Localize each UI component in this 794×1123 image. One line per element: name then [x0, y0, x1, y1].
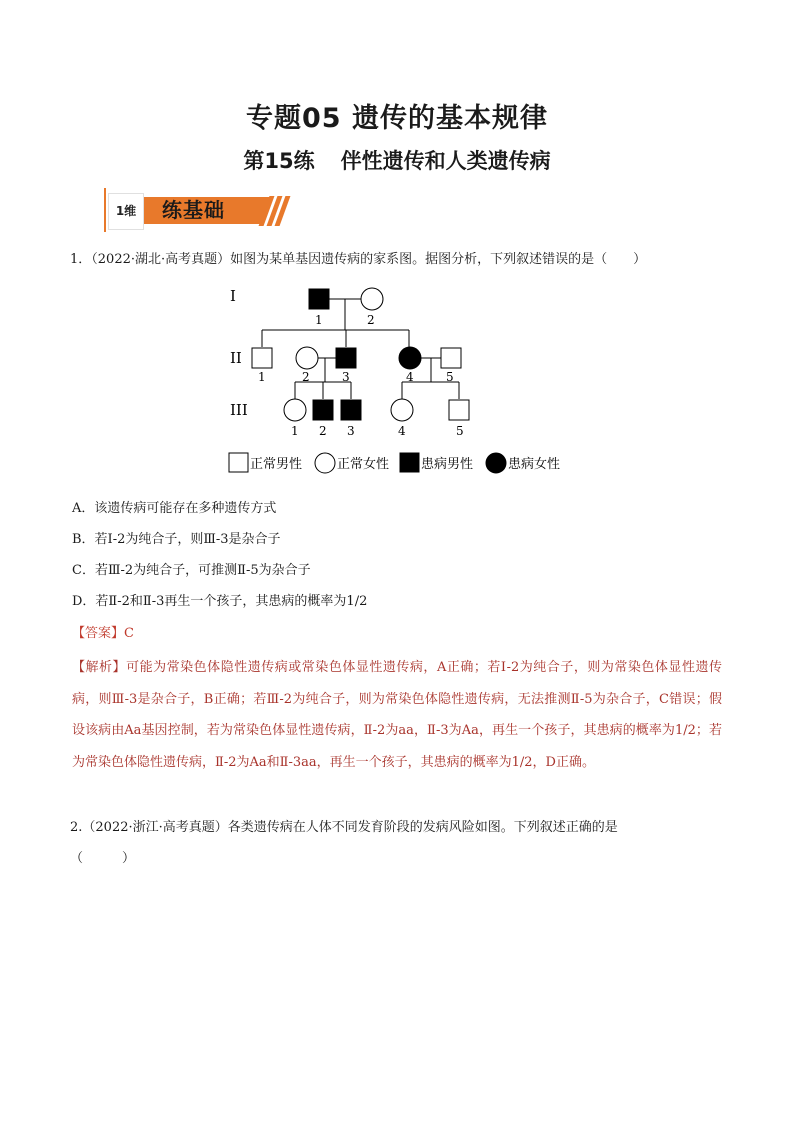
id-I-1: 1 — [315, 313, 323, 327]
pedigree-II-1-normal-male — [252, 348, 272, 368]
page-title: 专题05 遗传的基本规律 — [246, 103, 548, 134]
pedigree-II-4-affected-female — [399, 347, 421, 369]
page-subtitle — [0, 145, 794, 175]
pedigree-chart — [220, 280, 580, 480]
legend-affected-female: 患病女性 — [508, 457, 561, 472]
question-1-stem: 1．（2022·湖北·高考真题）如图为某单基因遗传病的家系图。据图分析，下列叙述错误的是（ ） — [70, 252, 647, 267]
analysis-block — [72, 652, 722, 778]
pedigree-II-2-normal-female — [296, 347, 318, 369]
pedigree-II-5-normal-male — [441, 348, 461, 368]
banner-label: 练基础 — [162, 198, 225, 222]
id-II-5: 5 — [446, 370, 454, 384]
legend-normal-male: 正常男性 — [250, 457, 303, 472]
id-I-2: 2 — [367, 313, 375, 327]
legend-affected-male: 患病男性 — [421, 457, 474, 472]
section-banner — [104, 188, 290, 232]
pedigree-I-1-affected-male — [309, 289, 329, 309]
id-III-5: 5 — [456, 424, 464, 438]
answer-line — [72, 622, 134, 641]
option-d: D．若Ⅱ-2和Ⅱ-3再生一个孩子，其患病的概率为1/2 — [72, 594, 368, 609]
question-2-blank: （ ） — [70, 851, 136, 866]
pedigree-III-4-normal-female — [391, 399, 413, 421]
question-2-stem: 2.（2022·浙江·高考真题）各类遗传病在人体不同发育阶段的发病风险如图。下列叙述正确的是 — [70, 820, 618, 835]
analysis-label: 【解析】 — [72, 660, 127, 675]
legend-affected-male-symbol — [400, 453, 419, 472]
subtitle-text: 伴性遗传和人类遗传病 — [340, 149, 551, 173]
answer-label: 【答案】 — [72, 626, 125, 641]
pedigree-I-2-normal-female — [361, 288, 383, 310]
pedigree-II-3-affected-male — [336, 348, 356, 368]
pedigree-III-3-affected-male — [341, 400, 361, 420]
gen-label-3: III — [230, 401, 248, 419]
id-III-2: 2 — [319, 424, 327, 438]
option-c: C．若Ⅲ-2为纯合子，可推测Ⅱ-5为杂合子 — [72, 563, 311, 578]
answer-value: C — [124, 626, 134, 641]
id-II-3: 3 — [342, 370, 350, 384]
gen-label-2: II — [230, 349, 242, 367]
id-III-3: 3 — [347, 424, 355, 438]
legend-normal-female: 正常女性 — [337, 457, 390, 472]
banner-tag: 1维 — [108, 193, 144, 230]
question-2 — [70, 812, 730, 874]
pedigree-III-5-normal-male — [449, 400, 469, 420]
id-II-1: 1 — [258, 370, 266, 384]
legend-normal-female-symbol — [315, 453, 335, 473]
subtitle-number: 第15练 — [243, 149, 315, 173]
analysis-text: 可能为常染色体隐性遗传病或常染色体显性遗传病，A正确；若Ⅰ-2为纯合子，则为常染色体显性遗传病，则Ⅲ-3是杂合子，B正确；若Ⅲ-2为纯合子，则为常染色体隐性遗传病，无法推测Ⅱ-5为杂合子，C错误；假设该病由Aa基因控制，若为常染色体显性遗传病，Ⅱ-2为aa，Ⅱ-3为Aa，再生一个孩子，其患病的概率为1/2；若为常染色体隐性遗传病，Ⅱ-2为Aa和Ⅱ-3aa，再生一个孩子，其患病的概率为1/2，D正确。 — [72, 660, 722, 770]
pedigree-III-2-affected-male — [313, 400, 333, 420]
id-III-4: 4 — [398, 424, 406, 438]
legend-affected-female-symbol — [486, 453, 506, 473]
id-II-4: 4 — [406, 370, 414, 384]
id-II-2: 2 — [302, 370, 310, 384]
id-III-1: 1 — [291, 424, 299, 438]
gen-label-1: I — [230, 287, 236, 305]
pedigree-III-1-normal-female — [284, 399, 306, 421]
legend-normal-male-symbol — [229, 453, 248, 472]
option-a: A．该遗传病可能存在多种遗传方式 — [72, 501, 277, 516]
option-b: B．若Ⅰ-2为纯合子，则Ⅲ-3是杂合子 — [72, 532, 281, 547]
